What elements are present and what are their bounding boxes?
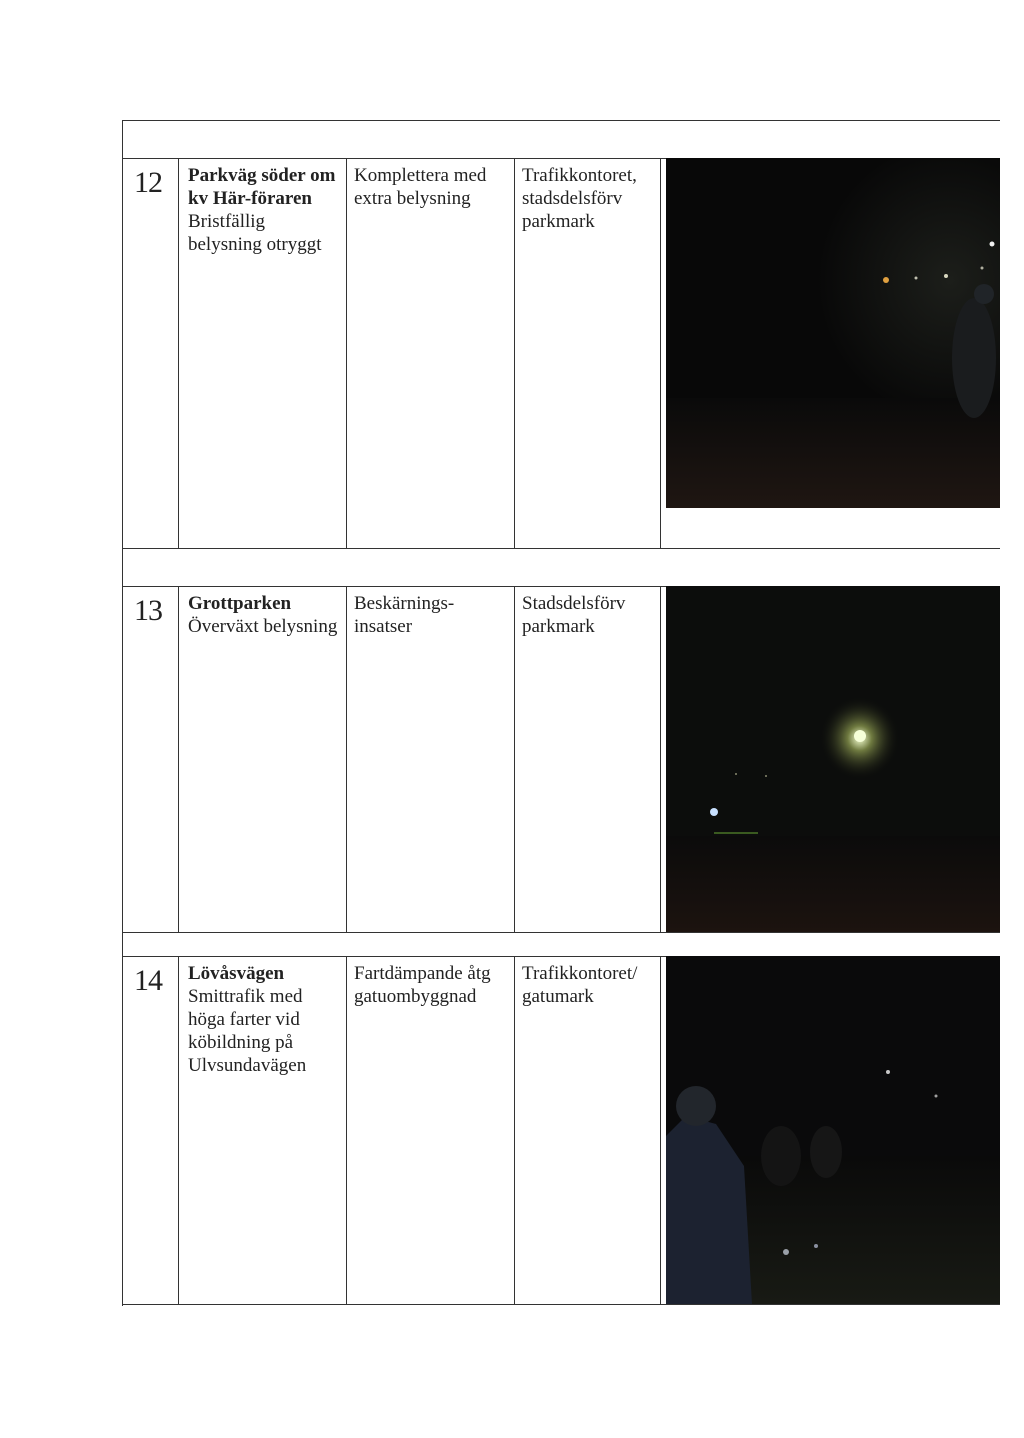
responsible-cell: Trafikkontoret, stadsdelsförv parkmark xyxy=(522,165,637,232)
col-divider xyxy=(514,158,515,548)
col-divider xyxy=(346,956,347,1304)
night-photo-grottparken xyxy=(666,586,1000,932)
row-number: 12 xyxy=(134,166,162,199)
problem-description: Överväxt belysning xyxy=(188,616,338,637)
row-number: 13 xyxy=(134,594,162,627)
location-name: Lövåsvägen xyxy=(188,963,285,984)
col-divider xyxy=(514,586,515,932)
col-divider xyxy=(346,158,347,548)
table-bottom-border xyxy=(122,1304,1000,1305)
col-divider xyxy=(660,956,661,1304)
col-divider xyxy=(178,956,179,1304)
problem-description: Smittrafik med höga farter vid köbildning på Ulvsundavägen xyxy=(188,986,307,1076)
problem-description: Bristfällig belysning otryggt xyxy=(188,211,322,255)
col-divider xyxy=(178,586,179,932)
col-divider xyxy=(346,586,347,932)
table-row xyxy=(122,956,1000,1304)
row-number: 14 xyxy=(134,964,162,997)
table-row xyxy=(122,158,1000,548)
location-cell xyxy=(188,592,338,638)
row-12-top-border xyxy=(122,120,1000,121)
measures-table xyxy=(122,120,1000,1306)
col-divider xyxy=(178,158,179,548)
location-cell xyxy=(188,962,338,1077)
action-cell: Fartdämpande åtg gatuombyggnad xyxy=(354,963,491,1007)
night-photo-lovasvagen xyxy=(666,956,1000,1304)
action-cell: Beskärnings-insatser xyxy=(354,593,455,637)
row-13-top-border xyxy=(122,548,1000,549)
row-14-top-border xyxy=(122,932,1000,933)
responsible-cell: Trafikkontoret/ gatumark xyxy=(522,963,638,1007)
col-divider xyxy=(660,158,661,548)
location-name: Grottparken xyxy=(188,593,292,614)
col-divider xyxy=(660,586,661,932)
col-divider xyxy=(514,956,515,1304)
location-name: Parkväg söder om kv Här-föraren xyxy=(188,165,336,209)
location-cell xyxy=(188,164,338,256)
table-row xyxy=(122,586,1000,932)
night-photo-parkvag xyxy=(666,158,1000,508)
action-cell: Komplettera med extra belysning xyxy=(354,165,487,209)
responsible-cell: Stadsdelsförv parkmark xyxy=(522,593,626,637)
